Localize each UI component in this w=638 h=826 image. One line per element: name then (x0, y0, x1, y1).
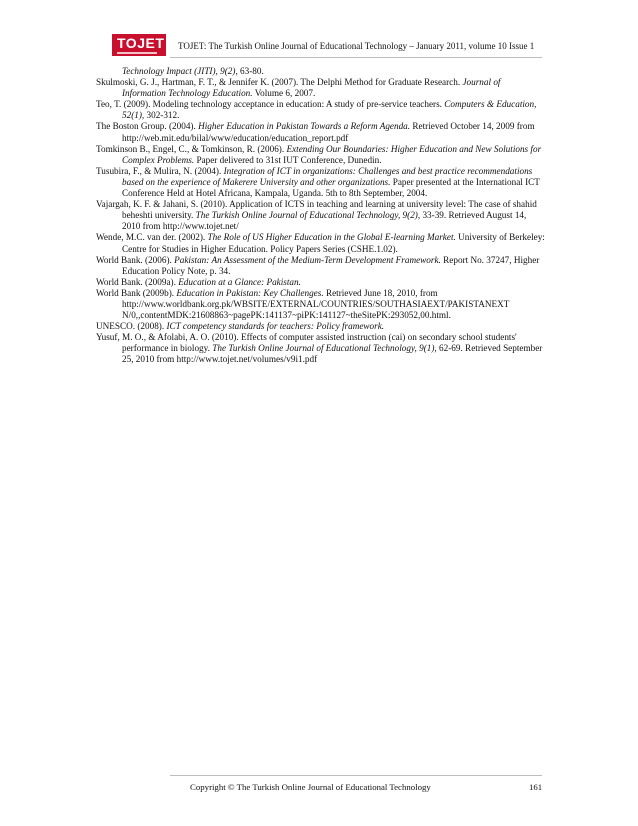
footer-divider (170, 775, 542, 776)
reference-text-segment: 63-80. (237, 66, 264, 76)
reference-text-segment: Volume 6, 2007. (252, 88, 316, 99)
reference-text-segment: Wende, M.C. van der. (2002). (96, 232, 208, 243)
reference-entry (96, 332, 546, 365)
reference-text-segment: Paper delivered to 31st IUT Conference, Dunedin. (194, 154, 382, 165)
reference-text-segment: Tomkinson B., Engel, C., & Tomkinson, R. (2006). (96, 143, 287, 154)
reference-italic-segment: The Role of US Higher Education in the Global E-learning Market. (207, 232, 456, 243)
reference-italic-segment: Integration of ICT in organizations: Challenges and best practice recommendations based on the experience of Makerere University and other organizations. (122, 165, 533, 187)
header-divider (170, 57, 542, 58)
reference-italic-segment: Pakistan: An Assessment of the Medium-Term Development Framework. (174, 254, 441, 265)
reference-text-segment: The Boston Group. (2004). (96, 121, 199, 132)
reference-italic-segment: Technology Impact (JITI), 9(2), (122, 66, 238, 76)
reference-entry (96, 121, 546, 143)
reference-text-segment: Teo, T. (2009). Modeling technology acceptance in education: A study of pre-service teachers. (96, 99, 445, 110)
reference-entry (96, 321, 546, 332)
reference-list (96, 66, 546, 366)
reference-text-segment: Retrieved June 18, 2010, from http://www.worldbank.org.pk/WBSITE/EXTERNAL/COUNTRIES/SOUTHASIAEXT/PAKISTANEXT N/0,,contentMDK:21608863~pagePK:141137~piPK:141127~theSitePK:293052,00.html. (122, 287, 510, 321)
reference-italic-segment: Education at a Glance: Pakistan. (178, 276, 301, 287)
reference-text-segment: UNESCO. (2008). (96, 321, 167, 332)
page-header (0, 0, 638, 60)
reference-entry (96, 288, 546, 321)
page-number: 161 (529, 782, 543, 792)
reference-text-segment: World Bank (2009b). (96, 287, 177, 298)
reference-text-segment: Vajargah, K. F. & Jahani, S. (2010). Application of ICTS in teaching and learning at university level: The case of shahid beheshti university. (96, 199, 537, 221)
reference-text-segment: 302-312. (144, 110, 180, 121)
reference-italic-segment: The Turkish Online Journal of Educational Technology, 9(1), (212, 343, 437, 354)
reference-entry (96, 66, 546, 77)
reference-text-segment: Tusubira, F., & Mulira, N. (2004). (96, 165, 224, 176)
reference-text-segment: Yusuf, M. O., & Afolabi, A. O. (2010). Effects of computer assisted instruction (cai) on secondary school students' performance in biology. (96, 332, 517, 354)
reference-text-segment: Paper presented at the International ICT Conference Held at Hotel Africana, Kampala, Uganda. 5th to 8th September, 2004. (122, 176, 540, 199)
reference-italic-segment: Journal of Information Technology Education. (122, 77, 501, 99)
reference-italic-segment: The Turkish Online Journal of Educational Technology, 9(2), (195, 210, 421, 221)
reference-italic-segment: Computers & Education, 52(1), (122, 99, 537, 121)
reference-entry (96, 232, 546, 254)
reference-italic-segment: Education in Pakistan: Key Challenges. (176, 287, 324, 298)
footer-copyright: Copyright © The Turkish Online Journal of Educational Technology (190, 782, 431, 792)
reference-text-segment: World Bank. (2006). (96, 254, 175, 265)
reference-italic-segment: ICT competency standards for teachers: Policy framework. (166, 321, 385, 332)
reference-text-segment: 33-39. Retrieved August 14, 2010 from http://www.tojet.net/ (122, 210, 527, 232)
reference-italic-segment: Extending Our Boundaries: Higher Education and New Solutions for Complex Problems. (122, 143, 542, 165)
reference-text-segment: World Bank. (2009a). (96, 276, 179, 287)
reference-text-segment: Skulmoski, G. J., Hartman, F. T., & Jennifer K. (2007). The Delphi Method for Graduate Research. (96, 77, 463, 88)
reference-entry (96, 277, 546, 288)
reference-text-segment: Retrieved October 14, 2009 from http://web.mit.edu/bilal/www/education/education_report.pdf (122, 121, 535, 143)
reference-entry (96, 166, 546, 199)
reference-text-segment: Report No. 37247, Higher Education Policy Note, p. 34. (122, 254, 540, 276)
reference-entry (96, 199, 546, 232)
reference-entry (96, 99, 546, 121)
reference-entry (96, 144, 546, 166)
tojet-logo (112, 34, 166, 56)
logo-text: TOJET (117, 35, 165, 51)
reference-entry (96, 77, 546, 99)
reference-text-segment: 62-69. Retrieved September 25, 2010 from http://www.tojet.net/volumes/v9i1.pdf (122, 343, 543, 365)
reference-entry (96, 255, 546, 277)
reference-italic-segment: Higher Education in Pakistan Towards a Reform Agenda. (198, 121, 411, 132)
reference-text-segment: University of Berkeley: Centre for Studies in Higher Education. Policy Papers Series (CSHE.1.02). (122, 232, 545, 254)
logo-underline (117, 52, 157, 54)
journal-header-title: TOJET: The Turkish Online Journal of Educational Technology – January 2011, volume 10 Issue 1 (178, 41, 535, 51)
